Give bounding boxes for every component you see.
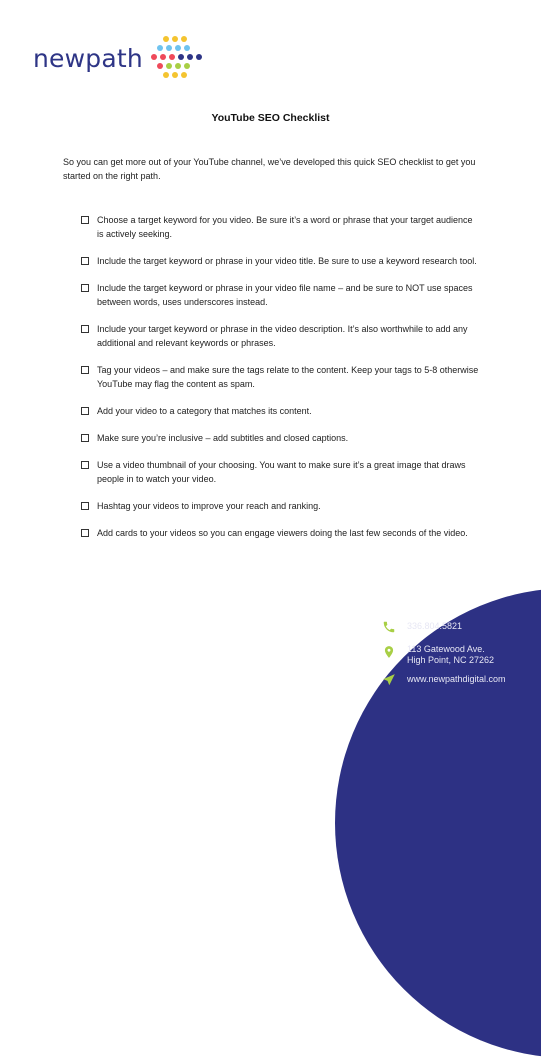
checkbox-icon[interactable]	[81, 434, 89, 442]
checklist-item	[81, 281, 481, 309]
logo-dots	[151, 36, 203, 86]
document-title: YouTube SEO Checklist	[211, 112, 330, 124]
checklist-item-text: Tag your videos – and make sure the tags relate to the content. Keep your tags to 5-8 otherwise YouTube may flag the content as spam.	[97, 365, 479, 389]
checklist-item	[81, 322, 481, 350]
logo-dot	[172, 36, 178, 42]
checklist-item	[81, 526, 481, 540]
checkbox-icon[interactable]	[81, 461, 89, 469]
checklist-item-text: Use a video thumbnail of your choosing. You want to make sure it’s a great image that draws people in to watch your video.	[97, 460, 466, 484]
checkbox-icon[interactable]	[81, 529, 89, 537]
logo-dot	[196, 54, 202, 60]
logo-dot	[160, 54, 166, 60]
checklist-item-text: Include the target keyword or phrase in your video title. Be sure to use a keyword research tool.	[97, 256, 477, 266]
newpath-logo	[33, 34, 203, 90]
checklist-item	[81, 404, 481, 418]
checklist-item	[81, 458, 481, 486]
address-line-2: High Point, NC 27262	[407, 655, 495, 665]
checklist	[81, 213, 481, 553]
checklist-item-text: Add your video to a category that matches its content.	[97, 406, 312, 416]
logo-dot	[157, 45, 163, 51]
logo-dot	[187, 54, 193, 60]
checklist-item-text: Add cards to your videos so you can engage viewers doing the last few seconds of the video.	[97, 528, 468, 538]
logo-dot	[172, 72, 178, 78]
logo-dot	[175, 45, 181, 51]
checklist-item-text: Include the target keyword or phrase in your video file name – and be sure to NOT use spaces between words, uses underscores instead.	[97, 283, 473, 307]
checklist-item-text: Choose a target keyword for you video. Be sure it’s a word or phrase that your target audience is actively seeking.	[97, 215, 473, 239]
logo-dot	[157, 63, 163, 69]
checklist-item-text: Include your target keyword or phrase in the video description. It’s also worthwhile to add any additional and relevant keywords or phrases.	[97, 324, 468, 348]
checkbox-icon[interactable]	[81, 407, 89, 415]
logo-dot	[184, 45, 190, 51]
phone-number[interactable]: 336.804.5821	[407, 621, 463, 631]
website-link[interactable]: www.newpathdigital.com	[407, 674, 506, 684]
checklist-item	[81, 499, 481, 513]
logo-dot	[178, 54, 184, 60]
address-line-1: 113 Gatewood Ave.	[407, 644, 485, 654]
location-pin-icon	[382, 645, 396, 659]
logo-wordmark: newpath	[33, 44, 143, 73]
logo-dot	[184, 63, 190, 69]
checklist-item-text: Hashtag your videos to improve your reach and ranking.	[97, 501, 321, 511]
checklist-item	[81, 213, 481, 241]
logo-dot	[166, 45, 172, 51]
logo-dot	[181, 72, 187, 78]
intro-paragraph: So you can get more out of your YouTube channel, we’ve developed this quick SEO checklist to get you started on the right path.	[63, 157, 476, 181]
logo-dot	[181, 36, 187, 42]
checkbox-icon[interactable]	[81, 325, 89, 333]
logo-dot	[166, 63, 172, 69]
checkbox-icon[interactable]	[81, 366, 89, 374]
checkbox-icon[interactable]	[81, 216, 89, 224]
send-arrow-icon	[382, 673, 396, 687]
logo-dot	[163, 36, 169, 42]
checkbox-icon[interactable]	[81, 257, 89, 265]
checklist-item	[81, 363, 481, 391]
logo-dot	[163, 72, 169, 78]
checkbox-icon[interactable]	[81, 502, 89, 510]
logo-dot	[169, 54, 175, 60]
checkbox-icon[interactable]	[81, 284, 89, 292]
checklist-item-text: Make sure you’re inclusive – add subtitles and closed captions.	[97, 433, 349, 443]
checklist-item	[81, 254, 481, 268]
phone-icon	[382, 620, 396, 634]
logo-dot	[151, 54, 157, 60]
checklist-item	[81, 431, 481, 445]
logo-dot	[175, 63, 181, 69]
